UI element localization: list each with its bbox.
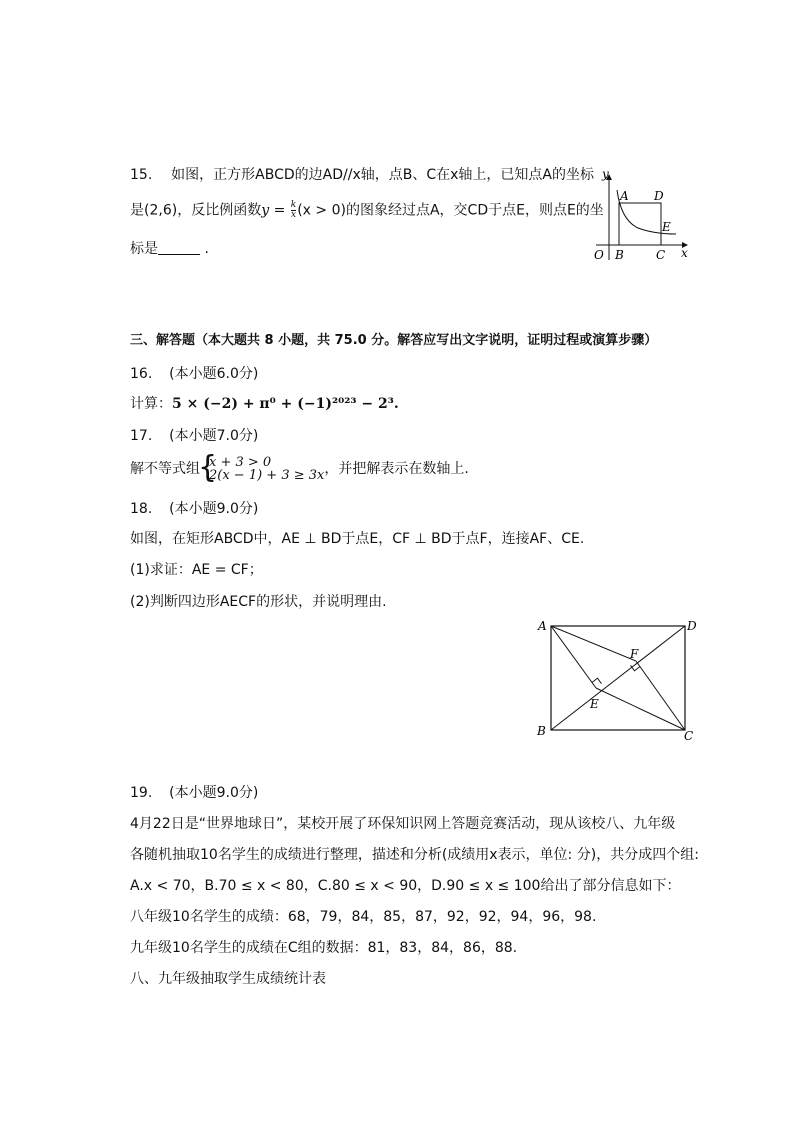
segment-cf xyxy=(636,661,685,730)
q15-figure xyxy=(590,162,700,264)
q18-points: (本小题9.0分) xyxy=(169,501,259,517)
label-d: D xyxy=(687,619,697,633)
label-e: E xyxy=(662,220,671,234)
q17-body xyxy=(130,456,469,482)
label-y: y xyxy=(602,167,609,181)
q18-number: 18. xyxy=(130,501,153,517)
label-c: C xyxy=(656,248,666,262)
q17-header xyxy=(130,427,258,445)
q19-line-2: 各随机抽取10名学生的成绩进行整理，描述和分析(成绩用x表示，单位: 分)，共分成四个组: xyxy=(130,847,699,863)
label-b: B xyxy=(615,248,624,262)
q18-stem: 如图，在矩形ABCD中，AE ⊥ BD于点E，CF ⊥ BD于点F，连接AF、CE. xyxy=(130,531,585,547)
label-a: A xyxy=(620,189,629,203)
right-angle-f xyxy=(631,665,641,671)
q15-text-2a: 是(2,6)，反比例函数 xyxy=(130,202,262,219)
q16-body xyxy=(130,395,399,413)
answer-blank[interactable] xyxy=(158,242,200,255)
q15-fraction: $\frac{k}{x}$ xyxy=(290,200,297,220)
q19-line-5: 九年级10名学生的成绩在C组的数据：81，83，84，86，88. xyxy=(130,940,518,956)
q19-number: 19. xyxy=(130,785,153,801)
q17-points: (本小题7.0分) xyxy=(169,428,259,444)
q19-line-4: 八年级10名学生的成绩：68，79，84，85，87，92，92，94，96，98. xyxy=(130,909,597,925)
q18-part-1: (1)求证：AE = CF； xyxy=(130,562,263,578)
q15-text-2b: (x > 0)的图象经过点A，交CD于点E，则点E的坐 xyxy=(297,202,604,219)
q16-number: 16. xyxy=(130,366,153,382)
label-x: x xyxy=(681,246,688,260)
q15-period: . xyxy=(204,241,209,257)
q19-line-1: 4月22日是“世界地球日”，某校开展了环保知识网上答题竞赛活动，现从该校八、九年级 xyxy=(130,816,676,832)
q17-number: 17. xyxy=(130,428,153,444)
q15-line-3 xyxy=(130,240,209,258)
label-e: E xyxy=(590,697,599,711)
right-angle-e xyxy=(592,678,602,684)
section-heading: 三、解答题（本大题共 8 小题，共 75.0 分。解答应写出文字说明，证明过程或演算步骤） xyxy=(130,333,658,348)
q19-header xyxy=(130,784,258,802)
q17-post: ，并把解表示在数轴上. xyxy=(324,461,469,477)
q19-line-6: 八、九年级抽取学生成绩统计表 xyxy=(130,971,326,987)
q17-pre: 解不等式组 xyxy=(130,461,200,477)
q15-number: 15. xyxy=(130,167,153,183)
q16-points: (本小题6.0分) xyxy=(169,366,259,382)
inequality-system xyxy=(201,456,324,482)
square-abcd xyxy=(619,203,661,245)
inequality-2: 2(x − 1) + 3 ≥ 3x xyxy=(209,468,325,483)
label-a: A xyxy=(538,619,547,633)
q15-text-1: 如图，正方形ABCD的边AD//x轴，点B、C在x轴上，已知点A的坐标 xyxy=(171,167,594,183)
q18-header xyxy=(130,500,258,518)
q16-expression: 5 × (−2) + π⁰ + (−1)²⁰²³ − 2³. xyxy=(172,396,399,412)
label-f: F xyxy=(630,647,639,661)
label-c: C xyxy=(684,729,694,743)
q15-line-1 xyxy=(130,166,594,184)
label-o: O xyxy=(594,248,604,262)
q15-text-3: 标是 xyxy=(130,241,158,257)
diagonal-bd xyxy=(551,626,685,730)
label-d: D xyxy=(654,189,664,203)
q18-part-2: (2)判断四边形AECF的形状，并说明理由. xyxy=(130,594,387,610)
label-b: B xyxy=(537,724,546,738)
q18-figure xyxy=(533,614,703,744)
inequality-1: { x + 3 > 0 xyxy=(209,455,272,470)
q16-label: 计算： xyxy=(130,396,172,412)
q19-line-3: A.x < 70，B.70 ≤ x < 80，C.80 ≤ x < 90，D.90 ≤ x ≤ 100给出了部分信息如下： xyxy=(130,878,681,894)
q19-points: (本小题9.0分) xyxy=(169,785,259,801)
q15-line-2 xyxy=(130,201,604,220)
q16-header xyxy=(130,365,258,383)
q15-func-y: y = xyxy=(261,202,290,219)
segment-ce xyxy=(596,688,685,730)
